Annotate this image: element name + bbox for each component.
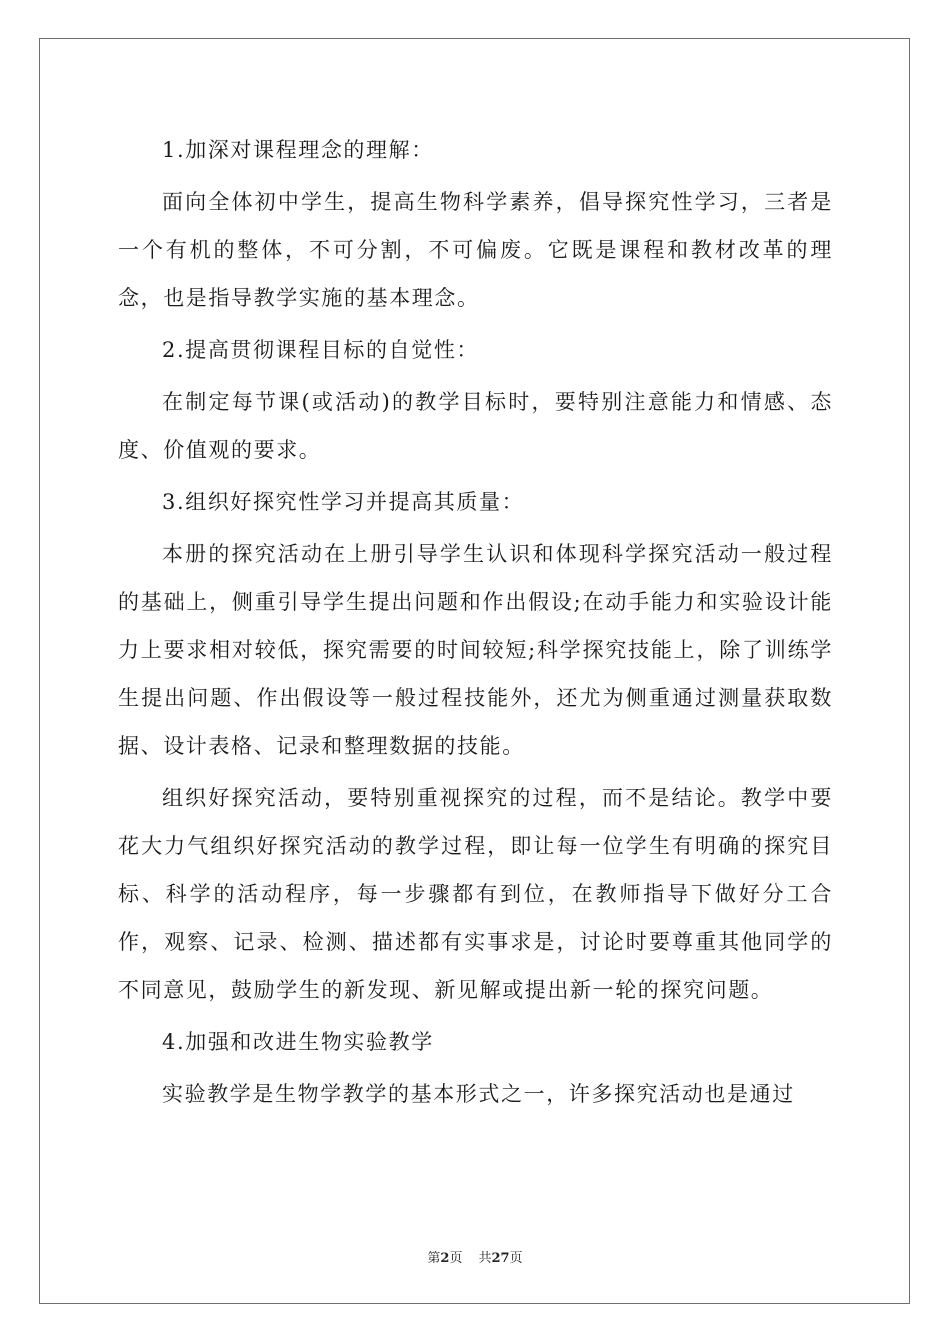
paragraph: 面向全体初中学生，提高生物科学素养，倡导探究性学习，三者是一个有机的整体，不可分割，不可偏废。它既是课程和教材改革的理念，也是指导教学实施的基本理念。 xyxy=(118,190,833,310)
heading-4: 4.加强和改进生物实验教学 xyxy=(162,1030,434,1054)
paragraph: 本册的探究活动在上册引导学生认识和体现科学探究活动一般过程的基础上，侧重引导学生提出问题和作出假设;在动手能力和实验设计能力上要求相对较低，探究需要的时间较短;科学探究技能上，除了训练学生提出问题、作出假设等一般过程技能外，还尤为侧重通过测量获取数据、设计表格、记录和整理数据的技能。 xyxy=(118,542,833,758)
paragraph: 实验教学是生物学教学的基本形式之一，许多探究活动也是通过 xyxy=(162,1082,795,1106)
heading-1: 1.加深对课程理念的理解： xyxy=(162,138,434,162)
heading-3: 3.组织好探究性学习并提高其质量： xyxy=(162,490,525,514)
document-body xyxy=(118,126,833,1118)
page-prefix: 第 xyxy=(427,1251,441,1266)
total-pages: 27 xyxy=(491,1251,510,1266)
total-prefix: 共 xyxy=(478,1251,492,1266)
page-footer xyxy=(0,1247,950,1266)
paragraph: 在制定每节课(或活动)的教学目标时，要特别注意能力和情感、态度、价值观的要求。 xyxy=(118,390,833,462)
paragraph: 组织好探究活动，要特别重视探究的过程，而不是结论。教学中要花大力气组织好探究活动的教学过程，即让每一位学生有明确的探究目标、科学的活动程序，每一步骤都有到位，在教师指导下做好分工合作，观察、记录、检测、描述都有实事求是，讨论时要尊重其他同学的不同意见，鼓励学生的新发现、新见解或提出新一轮的探究问题。 xyxy=(118,786,833,1002)
total-suffix: 页 xyxy=(509,1251,523,1266)
page-suffix: 页 xyxy=(449,1251,463,1266)
heading-2: 2.提高贯彻课程目标的自觉性： xyxy=(162,338,480,362)
page-number: 2 xyxy=(440,1251,450,1266)
